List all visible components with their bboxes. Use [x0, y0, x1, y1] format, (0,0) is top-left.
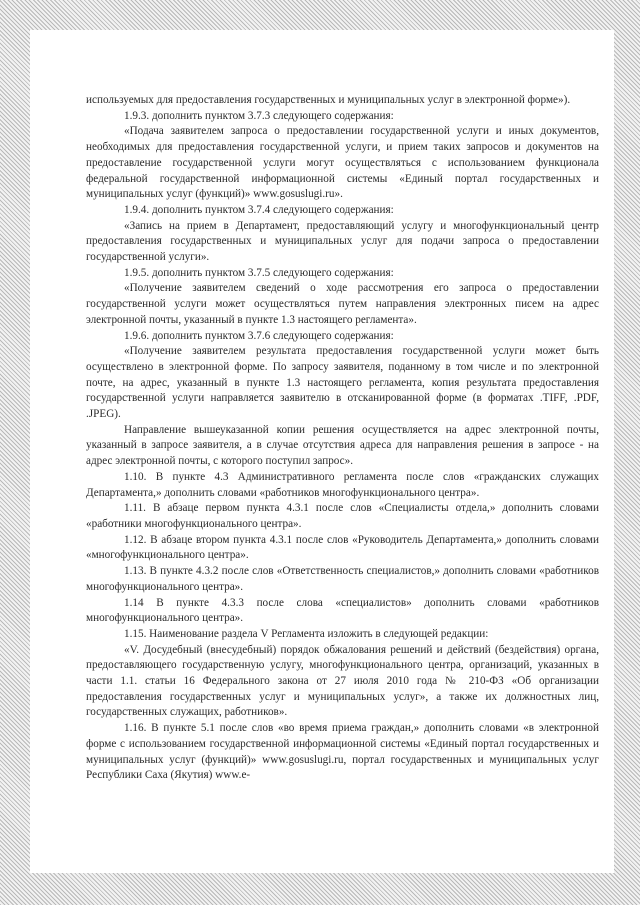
- paragraph-p04: 1.9.4. дополнить пунктом 3.7.4 следующего содержания:: [124, 203, 394, 216]
- paragraph-p03: «Подача заявителем запроса о предоставлении государственной услуги и иных документов, необходимых для предоставления государственной услуги, и прием таких запросов и документов на предоставление государственной услуги могут осуществляться с использованием функционала федеральной государственной информационной системы «Единый портал государственных и муниципальных услуг (функций)» www.gosuslugi.ru».: [86, 125, 599, 201]
- paragraph-p16: 1.15. Наименование раздела V Регламента изложить в следующей редакции:: [124, 627, 489, 640]
- paragraph-p07: «Получение заявителем сведений о ходе рассмотрения его запроса о предоставлении государственной услуги может осуществляться путем направления электронных писем на адрес электронной почты, указанный в пункте 1.3 настоящего регламента».: [86, 282, 599, 326]
- paragraph-p02: 1.9.3. дополнить пунктом 3.7.3 следующего содержания:: [124, 109, 394, 122]
- paragraph-p05: «Запись на прием в Департамент, предоставляющий услугу и многофункциональный центр предоставления государственных и муниципальных услуг для подачи запроса о предоставлении государственной услуги».: [86, 219, 599, 264]
- paragraph-p12: 1.11. В абзаце первом пункта 4.3.1 после слов «Специалисты отдела,» дополнить словами «работники многофункционального центра».: [86, 502, 599, 530]
- paragraph-p08: 1.9.6. дополнить пунктом 3.7.6 следующего содержания:: [124, 329, 394, 342]
- paragraph-p15: 1.14 В пункте 4.3.3 после слова «специалистов» дополнить словами «работников многофункционального центра».: [86, 596, 599, 625]
- paragraph-p11: 1.10. В пункте 4.3 Административного регламента после слов «гражданских служащих Департамента,» дополнить словами «работников многофункционального центра».: [86, 470, 599, 499]
- paragraph-p10: Направление вышеуказанной копии решения осуществляется на адрес электронной почты, указанный в запросе заявителя, а в случае отсутствия адреса для направления решения в запросе - на адрес электронной почты, с которого поступил запрос».: [86, 423, 599, 468]
- paragraph-p09: «Получение заявителем результата предоставления государственной услуги может быть осуществлено в электронной форме. По запросу заявителя, поданному в том числе и по электронной почте, на адрес, указанный в пункте 1.3 настоящего регламента, копия результата предоставления государственной услуги направляется заявителю в отсканированной форме (в форматах .TIFF, .PDF, .JPEG).: [86, 345, 599, 421]
- paragraph-p01: используемых для предоставления государственных и муниципальных услуг в электронной форме»).: [86, 94, 571, 106]
- document-body: [86, 93, 599, 784]
- paragraph-p06: 1.9.5. дополнить пунктом 3.7.5 следующего содержания:: [124, 266, 394, 279]
- document-page: [30, 30, 614, 873]
- paragraph-p13: 1.12. В абзаце втором пункта 4.3.1 после слов «Руководитель Департамента,» дополнить словами «многофункционального центра».: [86, 533, 599, 562]
- paragraph-p18: 1.16. В пункте 5.1 после слов «во время приема граждан,» дополнить словами «в электронной форме с использованием государственной информационной системы «Единый портал государственных и муниципальных услуг (функций)» www.gosuslugi.ru, портал государственных и муниципальных услуг Республики Саха (Якутия) www.e-: [86, 722, 599, 782]
- paragraph-p14: 1.13. В пункте 4.3.2 после слов «Ответственность специалистов,» дополнить словами «работников многофункционального центра».: [86, 565, 599, 593]
- paragraph-p17: «V. Досудебный (внесудебный) порядок обжалования решений и действий (бездействия) органа, предоставляющего государственную услугу, многофункционального центра, организаций, указанных в части 1.1. статьи 16 Федерального закона от 27 июля 2010 года № 210-ФЗ «Об организации предоставления государственных услуг и муниципальных услуг», а также их должностных лиц, государственных служащих, работников».: [86, 643, 599, 719]
